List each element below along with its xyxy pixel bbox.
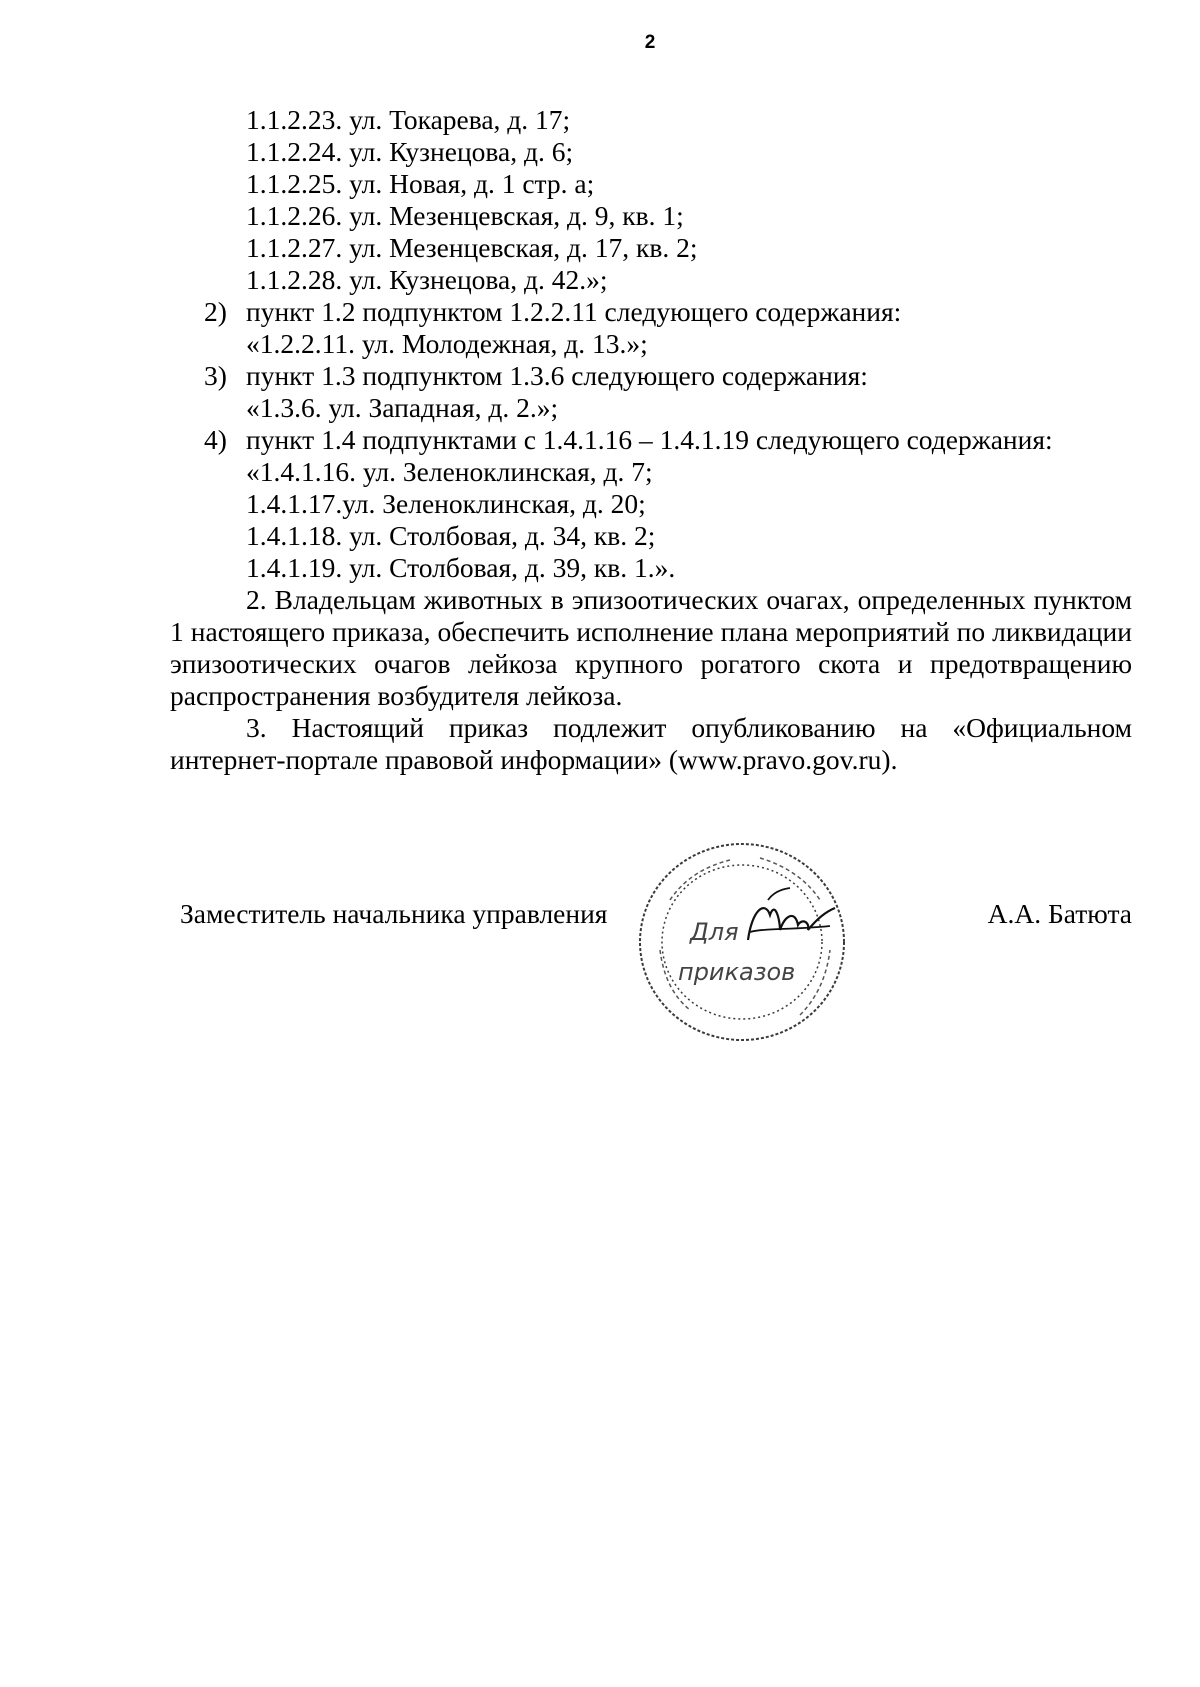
item-number: 2) (204, 296, 227, 327)
numbered-item-2 (170, 296, 1132, 328)
paragraph-3 (170, 712, 1132, 776)
signer-name: А.А. Батюта (987, 898, 1132, 929)
paragraph-2 (170, 584, 1132, 712)
stamp-text-2: приказов (678, 958, 796, 986)
document-body (170, 104, 1132, 776)
list-item: 1.1.2.28. ул. Кузнецова, д. 42.»; (246, 264, 608, 295)
item-text: пункт 1.4 подпунктами с 1.4.1.16 – 1.4.1.19 следующего содержания: (246, 424, 1053, 455)
list-item: 1.4.1.17.ул. Зеленоклинская, д. 20; (246, 488, 646, 519)
list-item: 1.1.2.23. ул. Токарева, д. 17; (246, 104, 571, 135)
signer-position: Заместитель начальника управления (180, 898, 608, 929)
list-item: 1.1.2.25. ул. Новая, д. 1 стр. а; (246, 168, 595, 199)
list-item: 1.4.1.18. ул. Столбовая, д. 34, кв. 2; (246, 520, 656, 551)
stamp-text-1: Для (690, 918, 739, 946)
paragraph-2-text: 2. Владельцам животных в эпизоотических очагах, определенных пунктом 1 настоящего приказа, обеспечить исполнение плана мероприятий по ликвидации эпизоотических очагов лейкоза крупного рогатого скота и предотвращению распространения возбудителя лейкоза. (170, 584, 1132, 711)
item-text: пункт 1.2 подпунктом 1.2.2.11 следующего содержания: (246, 296, 902, 327)
numbered-item-3 (170, 360, 1132, 392)
list-item: 1.4.1.19. ул. Столбовая, д. 39, кв. 1.». (246, 552, 676, 583)
stamp-seal-icon (630, 830, 860, 1055)
list-item: 1.1.2.27. ул. Мезенцевская, д. 17, кв. 2; (246, 232, 698, 263)
list-item: 1.1.2.26. ул. Мезенцевская, д. 9, кв. 1; (246, 200, 684, 231)
item-number: 4) (204, 424, 227, 455)
list-item: «1.2.2.11. ул. Молодежная, д. 13.»; (246, 328, 648, 359)
list-item: «1.3.6. ул. Западная, д. 2.»; (246, 392, 559, 423)
item-text: пункт 1.3 подпунктом 1.3.6 следующего содержания: (246, 360, 868, 391)
list-item: «1.4.1.16. ул. Зеленоклинская, д. 7; (246, 456, 653, 487)
page-number: 2 (644, 32, 656, 53)
list-item: 1.1.2.24. ул. Кузнецова, д. 6; (246, 136, 574, 167)
numbered-item-4 (170, 424, 1132, 456)
item-number: 3) (204, 360, 227, 391)
paragraph-3-text: 3. Настоящий приказ подлежит опубликованию на «Официальном интернет-портале правовой информации» (www.pravo.gov.ru). (170, 712, 1132, 775)
